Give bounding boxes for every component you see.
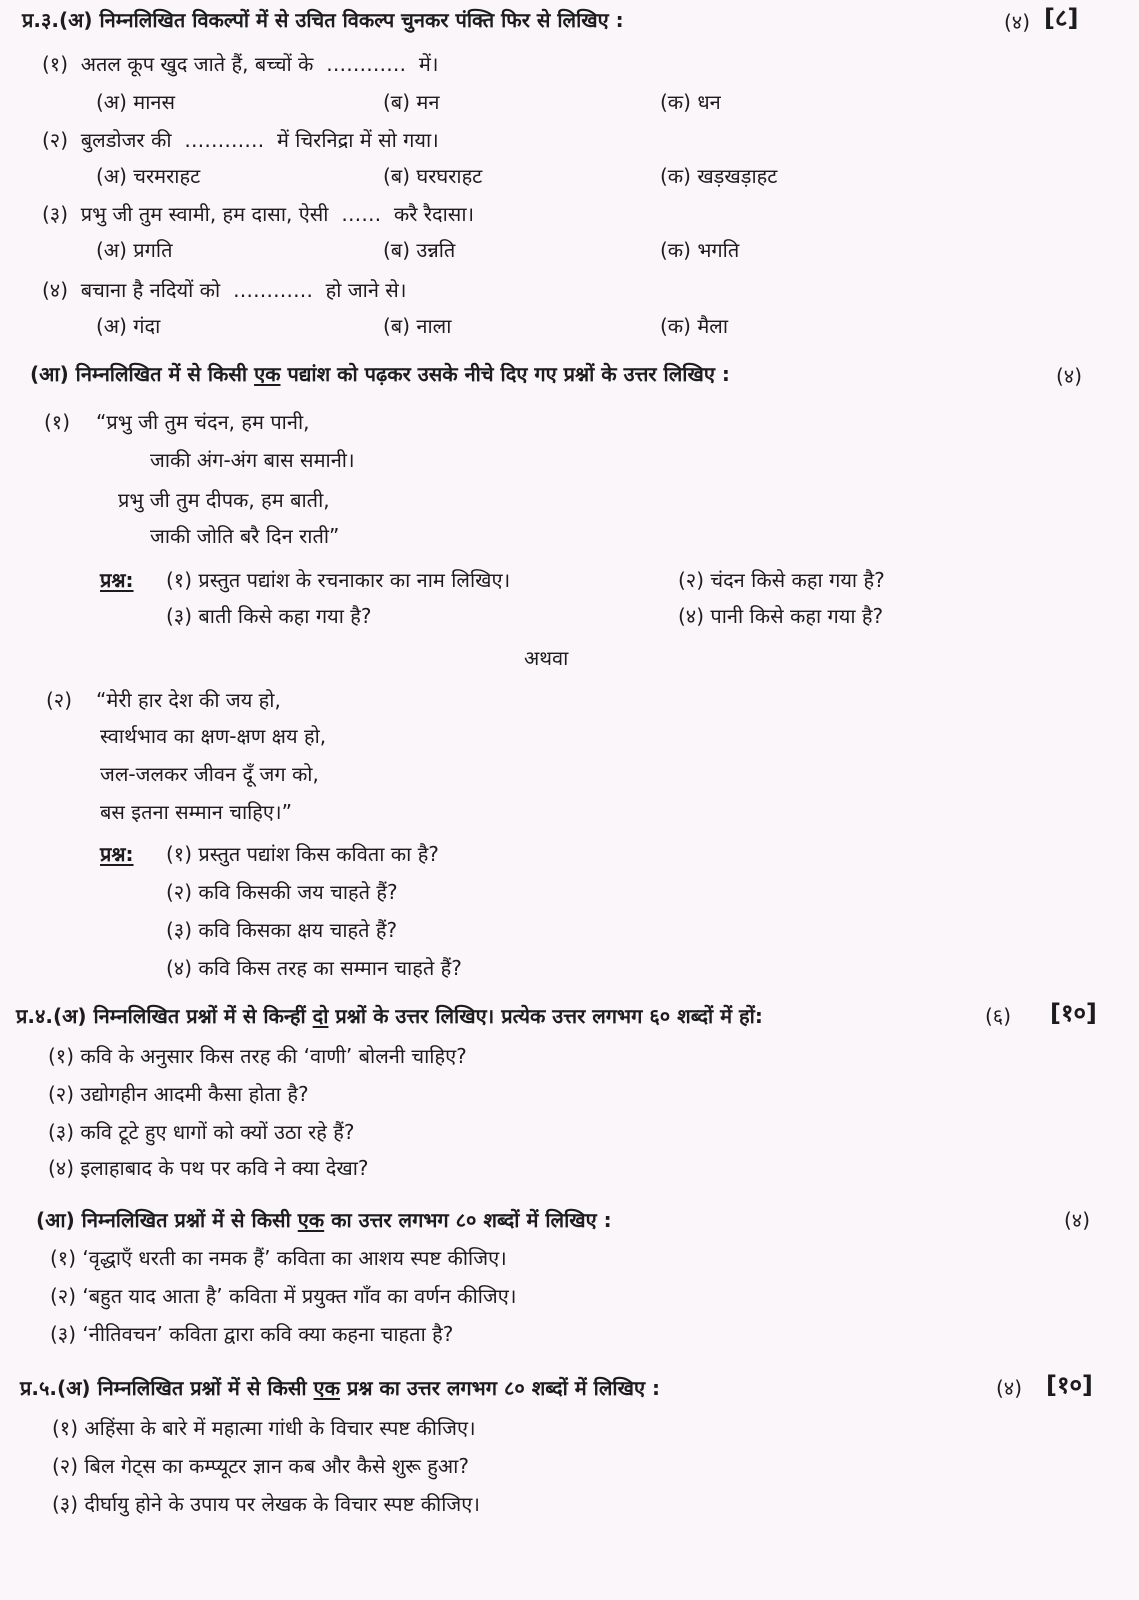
- q3-item-4: [42, 278, 406, 302]
- q3-item-number: (१): [42, 52, 69, 76]
- q3-item-text: बचाना है नदियों को: [80, 278, 221, 302]
- passage-2-line: बस इतना सम्मान चाहिए।”: [100, 800, 292, 824]
- passage-2-line: “मेरी हार देश की जय हो,: [96, 688, 281, 712]
- heading-emphasis: दो: [312, 1004, 329, 1028]
- q4-item: (३) कवि टूटे हुए धागों को क्यों उठा रहे हैं?: [48, 1120, 355, 1144]
- option-b: (ब) नाला: [383, 314, 452, 338]
- q4-aa-item: (२) ‘बहुत याद आता है’ कविता में प्रयुक्त गाँव का वर्णन कीजिए।: [50, 1284, 517, 1308]
- passage-1-question: (१) प्रस्तुत पद्यांश के रचनाकार का नाम लिखिए।: [166, 568, 511, 592]
- passage-1-line: जाकी अंग-अंग बास समानी।: [150, 448, 355, 472]
- q5-marks: (४): [996, 1376, 1023, 1400]
- prashn-label: प्रश्न:: [100, 842, 134, 866]
- q3-item-number: (२): [42, 128, 69, 152]
- q3-item-blank: …………: [232, 278, 313, 302]
- athva-label: अथवा: [524, 646, 569, 670]
- passage-2-question: (१) प्रस्तुत पद्यांश किस कविता का है?: [166, 842, 439, 866]
- option-a: (अ) गंदा: [96, 314, 161, 338]
- q3-item-blank: …………: [326, 52, 407, 76]
- option-c: (क) भगति: [660, 238, 740, 262]
- heading-text-end: पद्यांश को पढ़कर उसके नीचे दिए गए प्रश्नों के उत्तर लिखिए :: [287, 362, 730, 386]
- option-a: (अ) मानस: [96, 90, 176, 114]
- passage-2-question: (२) कवि किसकी जय चाहते हैं?: [166, 880, 398, 904]
- q3-aa-marks: (४): [1056, 364, 1083, 388]
- heading-emphasis: एक: [297, 1208, 325, 1232]
- q3-item-text: अतल कूप खुद जाते हैं, बच्चों के: [80, 52, 314, 76]
- prashn-label: प्रश्न:: [100, 568, 134, 592]
- heading-text: (आ) निम्नलिखित प्रश्नों में से किसी: [36, 1208, 291, 1232]
- passage-2-line: स्वार्थभाव का क्षण-क्षण क्षय हो,: [100, 724, 327, 748]
- q4-aa-item: (१) ‘वृद्धाएँ धरती का नमक हैं’ कविता का आशय स्पष्ट कीजिए।: [50, 1246, 507, 1270]
- passage-2-line: जल-जलकर जीवन दूँ जग को,: [100, 762, 319, 786]
- option-b: (ब) घरघराहट: [383, 164, 483, 188]
- q3-item-text-end: में चिरनिद्रा में सो गया।: [276, 128, 439, 152]
- option-b: (ब) उन्नति: [383, 238, 456, 262]
- heading-text-end: प्रश्नों के उत्तर लिखिए। प्रत्येक उत्तर लगभग ६० शब्दों में हों:: [335, 1004, 763, 1028]
- passage-1-line: प्रभु जी तुम दीपक, हम बाती,: [118, 488, 330, 512]
- option-c: (क) खड़खड़ाहट: [660, 164, 778, 188]
- q4-total: [१०]: [1050, 999, 1097, 1027]
- q4-item: (४) इलाहाबाद के पथ पर कवि ने क्या देखा?: [48, 1156, 369, 1180]
- q5-item: (३) दीर्घायु होने के उपाय पर लेखक के विचार स्पष्ट कीजिए।: [52, 1492, 480, 1516]
- q3-marks: (४): [1004, 10, 1031, 34]
- passage-1-line: जाकी जोति बरै दिन राती”: [150, 524, 340, 548]
- q4-aa-marks: (४): [1064, 1208, 1091, 1232]
- heading-text-end: प्रश्न का उत्तर लगभग ८० शब्दों में लिखिए :: [346, 1376, 660, 1400]
- q4-heading: [16, 1004, 763, 1028]
- q3-aa-heading: [30, 362, 730, 386]
- q3-item-3: [42, 202, 474, 226]
- q4-item: (२) उद्योगहीन आदमी कैसा होता है?: [48, 1082, 309, 1106]
- q3-item-text: बुलडोजर की: [80, 128, 172, 152]
- q3-item-blank: ……: [341, 202, 382, 226]
- option-c: (क) मैला: [660, 314, 729, 338]
- q3-item-text-end: में।: [418, 52, 439, 76]
- passage-1-question: (४) पानी किसे कहा गया है?: [678, 604, 884, 628]
- option-b: (ब) मन: [383, 90, 440, 114]
- q3-item-text: प्रभु जी तुम स्वामी, हम दासा, ऐसी: [80, 202, 329, 226]
- option-c: (क) धन: [660, 90, 721, 114]
- passage-2-question: (३) कवि किसका क्षय चाहते हैं?: [166, 918, 398, 942]
- q3-item-1: [42, 52, 438, 76]
- passage-1-question: (३) बाती किसे कहा गया है?: [166, 604, 372, 628]
- q3-item-blank: …………: [184, 128, 265, 152]
- q5-total: [१०]: [1046, 1371, 1093, 1399]
- q5-item: (१) अहिंसा के बारे में महात्मा गांधी के विचार स्पष्ट कीजिए।: [52, 1416, 476, 1440]
- q4-aa-item: (३) ‘नीतिवचन’ कविता द्वारा कवि क्या कहना चाहता है?: [50, 1322, 454, 1346]
- q4-aa-heading: [36, 1208, 612, 1232]
- option-a: (अ) प्रगति: [96, 238, 173, 262]
- passage-2-question: (४) कवि किस तरह का सम्मान चाहते हैं?: [166, 956, 462, 980]
- q3-item-text-end: हो जाने से।: [325, 278, 407, 302]
- q3-item-2: [42, 128, 439, 152]
- option-a: (अ) चरमराहट: [96, 164, 201, 188]
- heading-text: (आ) निम्नलिखित में से किसी: [30, 362, 248, 386]
- passage-1-line: “प्रभु जी तुम चंदन, हम पानी,: [96, 410, 310, 434]
- passage-2-number: (२): [46, 688, 73, 712]
- q3-item-text-end: करै रैदासा।: [393, 202, 475, 226]
- heading-emphasis: एक: [254, 362, 281, 386]
- q3-heading: प्र.३.(अ) निम्नलिखित विकल्पों में से उचित विकल्प चुनकर पंक्ति फिर से लिखिए :: [22, 8, 624, 32]
- passage-1-question: (२) चंदन किसे कहा गया है?: [678, 568, 885, 592]
- passage-1-number: (१): [44, 410, 71, 434]
- q3-item-number: (४): [42, 278, 69, 302]
- q4-marks: (६): [985, 1004, 1012, 1028]
- q3-total: [८]: [1044, 4, 1079, 32]
- heading-emphasis: एक: [313, 1376, 340, 1400]
- heading-text-end: का उत्तर लगभग ८० शब्दों में लिखिए :: [331, 1208, 612, 1232]
- heading-text: प्र.५.(अ) निम्नलिखित प्रश्नों में से किसी: [20, 1376, 307, 1400]
- q5-heading: [20, 1376, 660, 1400]
- q5-item: (२) बिल गेट्स का कम्प्यूटर ज्ञान कब और कैसे शुरू हुआ?: [52, 1454, 469, 1478]
- heading-text: प्र.४.(अ) निम्नलिखित प्रश्नों में से किन्हीं: [16, 1004, 306, 1028]
- q3-item-number: (३): [42, 202, 69, 226]
- q4-item: (१) कवि के अनुसार किस तरह की ‘वाणी’ बोलनी चाहिए?: [48, 1044, 467, 1068]
